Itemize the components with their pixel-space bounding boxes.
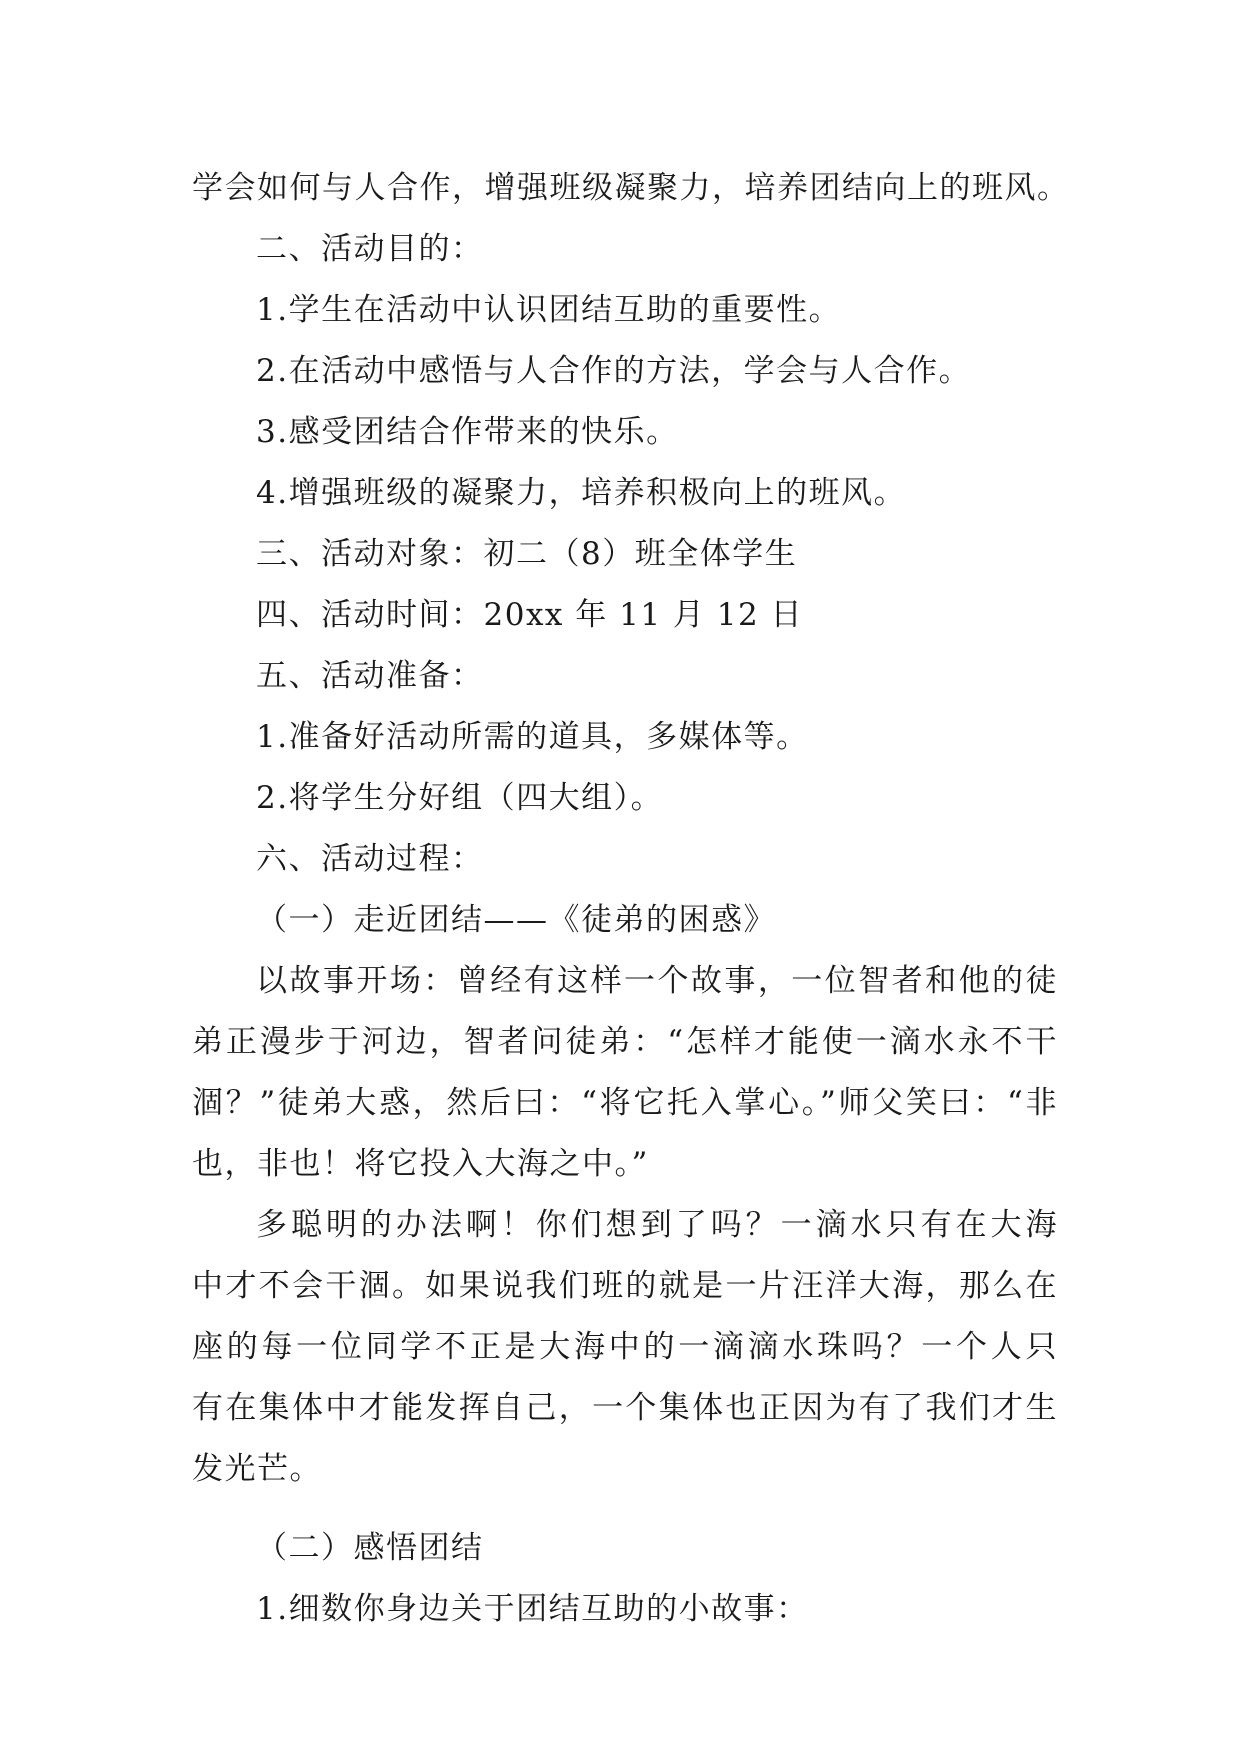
paragraph-line: 弟正漫步于河边，智者问徒弟：“怎样才能使一滴水永不干 (192, 1024, 1058, 1060)
list-item: 4.增强班级的凝聚力，培养积极向上的班风。 (256, 475, 907, 511)
paragraph-line: 涸？”徒弟大惑，然后曰：“将它托入掌心。”师父笑曰：“非 (192, 1085, 1058, 1121)
list-item: 1.学生在活动中认识团结互助的重要性。 (256, 292, 842, 328)
section-heading: 三、活动对象：初二（8）班全体学生 (256, 536, 798, 572)
section-heading: 五、活动准备： (256, 658, 484, 694)
paragraph-line: 以故事开场：曾经有这样一个故事，一位智者和他的徒 (256, 963, 1058, 999)
paragraph-line: 学会如何与人合作，增强班级凝聚力，培养团结向上的班风。 (192, 170, 1070, 206)
list-item: 2.将学生分好组（四大组）。 (256, 780, 664, 816)
paragraph-line: 有在集体中才能发挥自己，一个集体也正因为有了我们才生 (192, 1390, 1058, 1426)
section-heading: 四、活动时间：20xx 年 11 月 12 日 (256, 597, 804, 633)
paragraph-line: 多聪明的办法啊！你们想到了吗？一滴水只有在大海 (256, 1207, 1058, 1243)
paragraph-spacer (192, 1500, 1058, 1518)
section-heading: 六、活动过程： (256, 841, 484, 877)
paragraph-line: 座的每一位同学不正是大海中的一滴滴水珠吗？一个人只 (192, 1329, 1058, 1365)
list-item: 2.在活动中感悟与人合作的方法，学会与人合作。 (256, 353, 972, 389)
list-item: 3.感受团结合作带来的快乐。 (256, 414, 679, 450)
paragraph-line: 中才不会干涸。如果说我们班的就是一片汪洋大海，那么在 (192, 1268, 1058, 1304)
list-item: 1.准备好活动所需的道具，多媒体等。 (256, 719, 809, 755)
subsection-heading: （二）感悟团结 (256, 1530, 484, 1566)
paragraph-line: 也，非也！将它投入大海之中。” (192, 1146, 649, 1182)
list-item: 1.细数你身边关于团结互助的小故事： (256, 1591, 809, 1627)
document-body (192, 158, 1070, 1640)
paragraph-line: 发光芒。 (192, 1451, 322, 1487)
section-heading: 二、活动目的： (256, 231, 484, 267)
subsection-heading: （一）走近团结——《徒弟的困惑》 (256, 902, 776, 938)
